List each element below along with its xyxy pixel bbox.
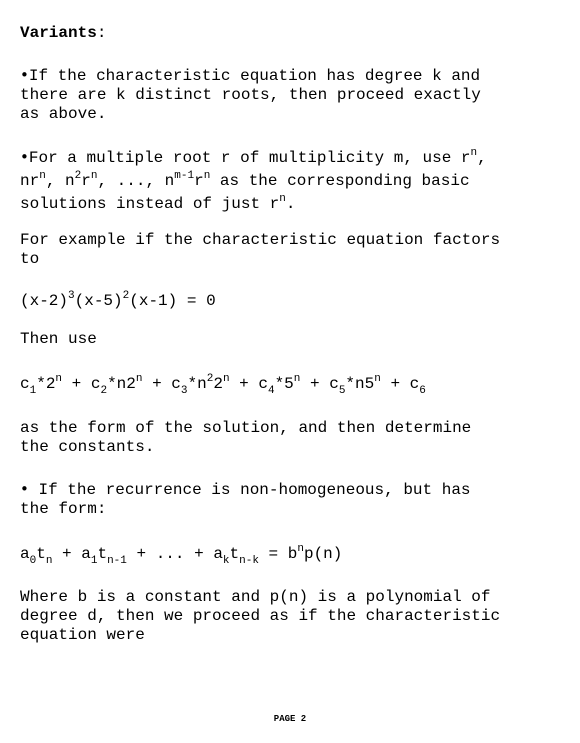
operator: + (52, 545, 82, 563)
bullet-3-line-2: the form: (20, 500, 107, 518)
operator: + (142, 375, 172, 393)
term: *2 (36, 375, 56, 393)
bullet-1-line-2: there are k distinct roots, then proceed exactly (20, 86, 481, 104)
coefficient: c (258, 375, 268, 393)
bullet-icon: • (20, 66, 29, 84)
operator: + (300, 375, 330, 393)
superscript: n (39, 170, 46, 182)
section-heading (20, 24, 106, 43)
operator: = b (258, 545, 298, 563)
term: *n2 (107, 375, 136, 393)
bullet-1 (20, 66, 481, 124)
term: t (229, 545, 240, 563)
then-use-text: Then use (20, 330, 97, 348)
superscript: n (279, 193, 286, 205)
superscript: n (55, 373, 63, 385)
superscript: n (203, 170, 211, 182)
where-paragraph (20, 588, 500, 645)
superscript: n (374, 373, 381, 385)
example-line-1: For example if the characteristic equation factors (20, 231, 501, 249)
subscript: k (222, 555, 230, 567)
term: t (36, 545, 46, 563)
subscript: 6 (419, 385, 426, 397)
superscript: n (293, 373, 301, 385)
subscript: n (45, 555, 53, 567)
exponent: 2 (122, 290, 130, 302)
bullet-icon: • (20, 480, 29, 498)
subscript: 1 (90, 555, 98, 567)
bullet-icon: • (20, 148, 29, 166)
superscript: m-1 (174, 170, 195, 182)
constants-line-1: as the form of the solution, and then determine (20, 419, 472, 437)
superscript: 2 (74, 170, 82, 182)
subscript: n-k (239, 555, 259, 567)
bullet-2-text: nr (20, 172, 40, 190)
coefficient: c (329, 375, 339, 393)
recurrence-equation (20, 543, 343, 567)
subscript: n-1 (107, 555, 127, 567)
term: p(n) (303, 545, 343, 563)
term: *n5 (345, 375, 375, 393)
superscript: 2 (206, 373, 214, 385)
bullet-2-text: . (285, 195, 296, 213)
coefficient: a (81, 545, 91, 563)
bullet-2-text: For a multiple root r of multiplicity m, use r (28, 149, 471, 167)
bullet-2-text: solutions instead of just r (20, 195, 280, 213)
where-line-1: Where b is a constant and p(n) is a polynomial of (20, 588, 491, 606)
bullet-2-text: , n (45, 172, 75, 190)
bullet-3 (20, 480, 471, 519)
equation-part: (x-5) (74, 292, 123, 310)
superscript: n (222, 373, 230, 385)
page-number: PAGE 2 (273, 714, 307, 724)
superscript: n (470, 147, 478, 159)
superscript: n (135, 373, 143, 385)
example-line-2: to (20, 250, 40, 268)
operator: + (380, 375, 410, 393)
heading-title: Variants (20, 24, 97, 42)
term: *n (187, 375, 207, 393)
term: *5 (274, 375, 294, 393)
coefficient: c (409, 375, 420, 393)
coefficient: a (213, 545, 223, 563)
constants-line-2: the constants. (20, 438, 155, 456)
subscript: 0 (29, 555, 37, 567)
coefficient: a (20, 545, 30, 563)
heading-colon: : (96, 24, 107, 42)
equation-part: (x-2) (20, 292, 69, 310)
bullet-2-text: , (477, 149, 487, 167)
bullet-3-line-1: If the recurrence is non-homogeneous, but has (28, 481, 471, 499)
example-paragraph (20, 231, 500, 269)
subscript: 4 (267, 385, 275, 397)
exponent: 3 (68, 290, 75, 302)
bullet-2-text: as the corresponding basic (210, 172, 470, 190)
equation-part: (x-1) = 0 (129, 292, 216, 310)
bullet-2-text: , ..., n (97, 172, 175, 190)
subscript: 3 (180, 385, 188, 397)
where-line-3: equation were (20, 626, 145, 644)
where-line-2: degree d, then we proceed as if the characteristic (20, 607, 501, 625)
operator: + ... + (126, 545, 214, 563)
subscript: 1 (29, 385, 37, 397)
factored-equation (20, 292, 216, 311)
coefficient: c (20, 375, 30, 393)
constants-paragraph (20, 419, 471, 457)
subscript: 5 (338, 385, 346, 397)
operator: + (62, 375, 91, 393)
solution-form-equation (20, 373, 426, 397)
bullet-2 (20, 146, 487, 216)
subscript: 2 (100, 385, 108, 397)
term: 2 (213, 375, 223, 393)
superscript: n (297, 543, 304, 555)
bullet-1-line-1: If the characteristic equation has degree k and (28, 67, 481, 85)
coefficient: c (171, 375, 181, 393)
bullet-2-text: r (81, 172, 91, 190)
operator: + (229, 375, 259, 393)
superscript: n (90, 170, 98, 182)
coefficient: c (90, 375, 101, 393)
bullet-1-line-3: as above. (20, 105, 107, 123)
bullet-2-text: r (194, 172, 204, 190)
term: t (97, 545, 108, 563)
